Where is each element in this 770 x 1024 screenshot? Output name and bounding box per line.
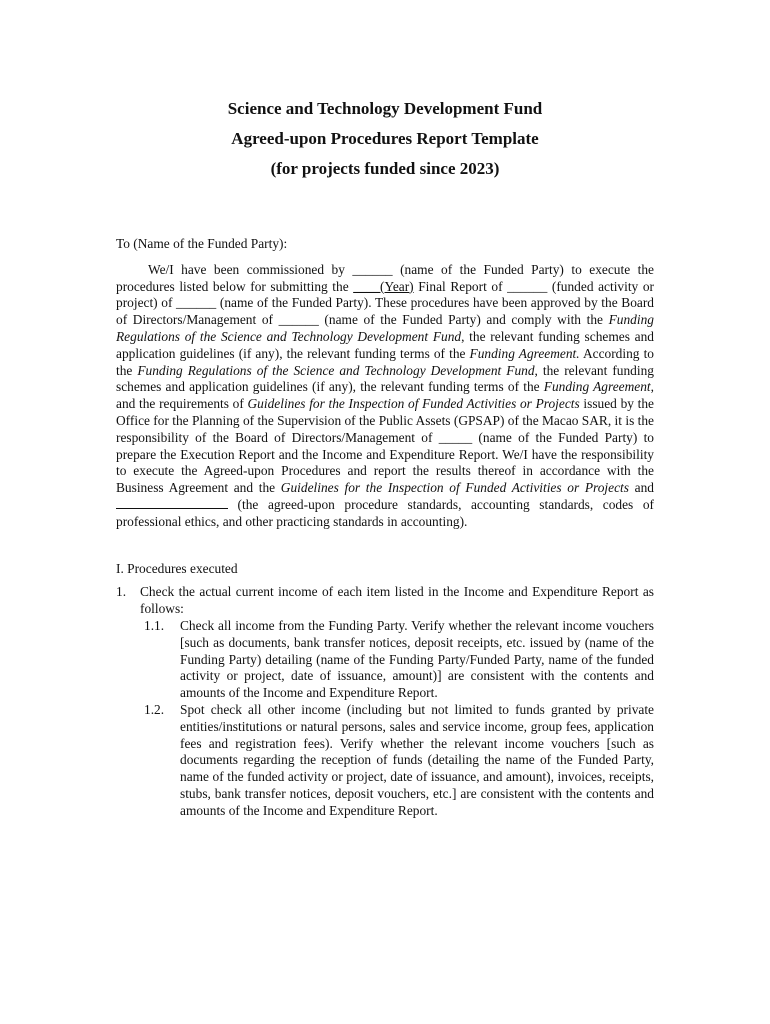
list-item <box>116 584 654 618</box>
intro-em-1: Funding Regulations of the Science and Technology Development Fund <box>116 312 654 344</box>
document-title <box>0 94 770 184</box>
title-line-3: (for projects funded since 2023) <box>270 159 500 178</box>
intro-text-2: Final Report of ______ (funded activity or project) of ______ (name of the Funded Party). These procedures have been approved by the Board of Directors/Management of ______ (name of the Funded Party) and comply with the <box>116 278 654 328</box>
list-item-number: 1. <box>116 584 127 600</box>
sub-list-item-number: 1.2. <box>144 701 165 717</box>
standards-blank <box>116 497 228 509</box>
year-blank: ____(Year) <box>353 278 414 294</box>
sub-list-item <box>144 618 654 702</box>
sub-list-item-number: 1.1. <box>144 617 165 633</box>
addressee-line: To (Name of the Funded Party): <box>116 236 288 251</box>
intro-text-7: issued by the Office for the Planning of the Supervision of the Public Assets (GPSAP) of the Macao SAR, it is the responsibility of the Board of Directors/Management of _____ (name of the Funded Party) to prepare the Execution Report and the Income and Expenditure Report. We/I have the responsibility to execute the Agreed-upon Procedures and report the results thereof in accordance with the Business Agreement and the <box>116 396 655 496</box>
intro-em-2: Funding Agreement. <box>469 345 580 361</box>
sub-list-item-text: Check all income from the Funding Party. Verify whether the relevant income vouchers [such as documents, bank transfer notices, deposit receipts, etc. issued by (name of the Funding Party) detailing (name of the Funding Party/Funded Party, name of the funded activity or project, date of issuance, amount)] are consistent with the contents and amounts of the Income and Expenditure Report. <box>180 617 654 701</box>
intro-em-3: Funding Regulations of the Science and Technology Development Fund <box>137 362 535 378</box>
intro-em-4: Funding Agreement <box>543 379 651 395</box>
sub-list-item <box>144 702 654 820</box>
intro-text-6: , and the requirements of <box>116 379 654 412</box>
title-line-2: Agreed-upon Procedures Report Template <box>231 129 539 148</box>
list-item-text: Check the actual current income of each item listed in the Income and Expenditure Report as follows: <box>140 584 654 617</box>
intro-em-6: Guidelines for the Inspection of Funded Activities or Projects <box>280 480 629 496</box>
intro-text-9: (the agreed-upon procedure standards, accounting standards, codes of professional ethics, and other practicing standards in accounting). <box>116 496 654 529</box>
title-line-1: Science and Technology Development Fund <box>227 99 543 118</box>
section-heading: I. Procedures executed <box>116 560 238 576</box>
intro-text-8: and <box>628 480 655 496</box>
sub-list-item-text: Spot check all other income (including but not limited to funds granted by private entities/institutions or natural persons, sales and service income, group fees, application fees and registration fees). Verify whether the relevant income vouchers [such as documents regarding the reception of funds (detailing the name of the Funded Party, name of the funded activity or project, date of issuance, and amount), invoices, receipts, stubs, bank transfer notices, deposit vouchers, etc.] are consistent with the contents and amounts of the Income and Expenditure Report. <box>180 701 654 818</box>
intro-paragraph <box>116 262 654 531</box>
intro-text-5: , the relevant funding schemes and application guidelines (if any), the relevant funding terms of the <box>116 362 654 395</box>
intro-em-5: Guidelines for the Inspection of Funded Activities or Projects <box>247 396 580 412</box>
intro-text-4: According to the <box>116 345 654 378</box>
intro-text-3: , the relevant funding schemes and application guidelines (if any), the relevant funding terms of the <box>116 328 654 361</box>
document-body <box>116 236 654 820</box>
intro-text-1: We/I have been commissioned by ______ (name of the Funded Party) to execute the procedures listed below for submitting the <box>116 261 654 294</box>
